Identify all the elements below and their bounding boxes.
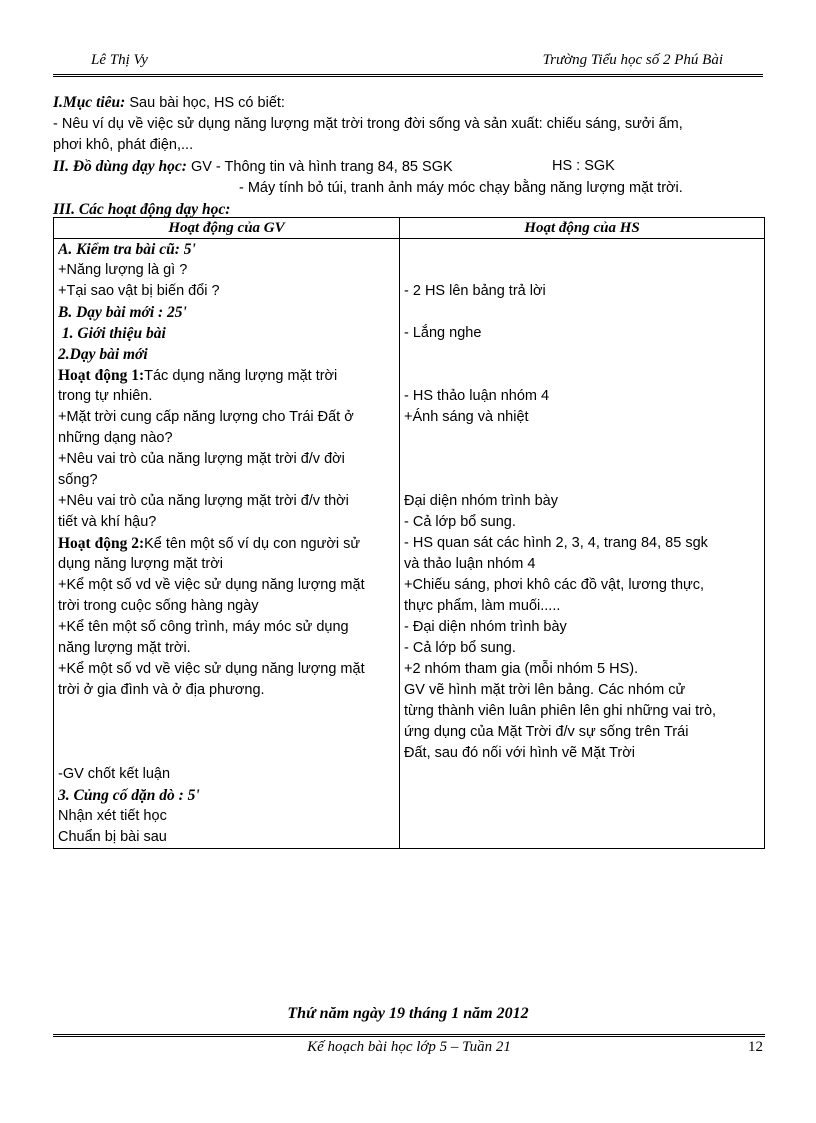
materials-gv: GV - Thông tin và hình trang 84, 85 SGK	[186, 159, 453, 175]
gv-line: +Năng lượng là gì ?	[58, 262, 188, 278]
hs-line: từng thành viên luân phiên lên ghi những vai trò,	[404, 703, 717, 719]
footer-title: Kế hoạch bài học lớp 5 – Tuần 21	[307, 1039, 511, 1055]
hs-line: +Ánh sáng và nhiệt	[404, 409, 529, 425]
header-school: Trường Tiểu học số 2 Phú Bài	[542, 52, 723, 68]
hs-spacer	[404, 302, 760, 323]
gv-line: 2.Dạy bài mới	[58, 346, 148, 363]
hs-spacer	[404, 470, 760, 491]
gv-line: A. Kiểm tra bài cũ: 5'	[58, 241, 196, 258]
gv-column-header: Hoạt động của GV	[54, 218, 400, 239]
objectives-line2: phơi khô, phát điện,...	[53, 137, 194, 153]
activity2-label: Hoạt động 2:	[58, 535, 145, 552]
gv-line: Nhận xét tiết học	[58, 808, 167, 824]
gv-line: +Nêu vai trò của năng lượng mặt trời đ/v đời	[58, 451, 345, 467]
gv-line: +Kể tên một số công trình, máy móc sử dụng	[58, 619, 349, 635]
gv-line: +Nêu vai trò của năng lượng mặt trời đ/v thời	[58, 493, 349, 509]
gv-spacer	[58, 722, 395, 743]
gv-line: B. Dạy bài mới : 25'	[58, 304, 187, 321]
gv-spacer	[58, 701, 395, 722]
page-footer	[53, 1034, 765, 1059]
hs-spacer	[404, 827, 760, 848]
hs-spacer	[404, 344, 760, 365]
activities-table	[53, 217, 765, 849]
hs-spacer	[404, 449, 760, 470]
gv-line: +Kể một số vd về việc sử dụng năng lượng mặt	[58, 577, 365, 593]
hs-spacer	[404, 365, 760, 386]
hs-line: +Chiếu sáng, phơi khô các đồ vật, lương thực,	[404, 577, 704, 593]
lesson-intro	[53, 92, 765, 220]
activity1-label: Hoạt động 1:	[58, 367, 145, 384]
hs-line: ứng dụng của Mặt Trời đ/v sự sống trên Trái	[404, 724, 689, 740]
hs-line: - Cả lớp bổ sung.	[404, 640, 516, 656]
gv-line: tiết và khí hậu?	[58, 514, 157, 530]
gv-line: Chuẩn bị bài sau	[58, 829, 167, 845]
gv-line: năng lượng mặt trời.	[58, 640, 191, 656]
materials-label: II. Đồ dùng dạy học:	[53, 158, 187, 175]
gv-line: sống?	[58, 472, 98, 488]
gv-line: trời trong cuộc sống hàng ngày	[58, 598, 259, 614]
objectives-intro: Sau bài học, HS có biết:	[125, 95, 285, 111]
activities-heading: III. Các hoạt động dạy học:	[53, 201, 231, 218]
page-number: 12	[748, 1039, 763, 1055]
gv-line: +Tại sao vật bị biến đổi ?	[58, 283, 220, 299]
activity2-title: Kể tên một số ví dụ con người sử	[144, 536, 361, 552]
hs-spacer	[404, 239, 760, 260]
activity1-title: Tác dụng năng lượng mặt trời	[144, 368, 338, 384]
gv-line: +Kể một số vd về việc sử dụng năng lượng mặt	[58, 661, 365, 677]
materials-hs: HS : SGK	[552, 158, 615, 174]
lesson-date: Thứ năm ngày 19 tháng 1 năm 2012	[287, 1005, 529, 1022]
hs-spacer	[404, 428, 760, 449]
hs-line: - Cả lớp bổ sung.	[404, 514, 516, 530]
hs-column-header: Hoạt động của HS	[400, 218, 765, 239]
hs-line: GV vẽ hình mặt trời lên bảng. Các nhóm cử	[404, 682, 686, 698]
gv-line: -GV chốt kết luận	[58, 766, 171, 782]
hs-spacer	[404, 260, 760, 281]
hs-line: thực phẩm, làm muối.....	[404, 598, 561, 614]
gv-line: trời ở gia đình và ở địa phương.	[58, 682, 265, 698]
gv-line: dụng năng lượng mặt trời	[58, 556, 223, 572]
hs-spacer	[404, 785, 760, 806]
gv-line: 3. Củng cố dặn dò : 5'	[58, 787, 200, 804]
hs-line: Đất, sau đó nối với hình vẽ Mặt Trời	[404, 745, 635, 761]
hs-line: và thảo luận nhóm 4	[404, 556, 536, 572]
hs-line: - Đại diện nhóm trình bày	[404, 619, 567, 635]
hs-line: Đại diện nhóm trình bày	[404, 493, 558, 509]
hs-line: - 2 HS lên bảng trả lời	[404, 283, 546, 299]
gv-line: 1. Giới thiệu bài	[58, 325, 166, 342]
header-author: Lê Thị Vy	[91, 52, 148, 68]
gv-line: trong tự nhiên.	[58, 388, 153, 404]
gv-spacer	[58, 743, 395, 764]
gv-activities	[54, 239, 400, 849]
gv-line	[58, 533, 395, 554]
hs-line: - HS quan sát các hình 2, 3, 4, trang 84, 85 sgk	[404, 535, 708, 551]
objectives-label: I.Mục tiêu:	[53, 94, 126, 111]
hs-spacer	[404, 806, 760, 827]
materials-line2: - Máy tính bỏ túi, tranh ảnh máy móc chạy bằng năng lượng mặt trời.	[239, 180, 683, 196]
objectives-line1: - Nêu ví dụ về việc sử dụng năng lượng mặt trời trong đời sống và sản xuất: chiếu sáng, sưởi ấm,	[53, 116, 683, 132]
gv-line: những dạng nào?	[58, 430, 173, 446]
page-header	[53, 52, 763, 77]
hs-line: +2 nhóm tham gia (mỗi nhóm 5 HS).	[404, 661, 639, 677]
gv-line: +Mặt trời cung cấp năng lượng cho Trái Đất ở	[58, 409, 354, 425]
hs-spacer	[404, 764, 760, 785]
hs-activities	[400, 239, 765, 849]
hs-line: - Lắng nghe	[404, 325, 482, 341]
hs-line: - HS thảo luận nhóm 4	[404, 388, 550, 404]
gv-line	[58, 365, 395, 386]
